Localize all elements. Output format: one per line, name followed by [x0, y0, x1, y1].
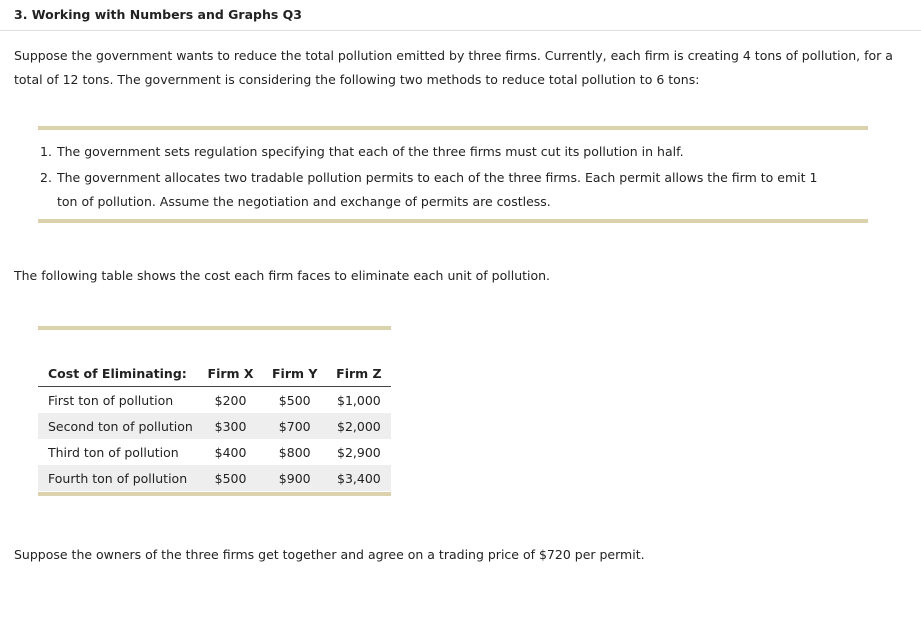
table-row	[38, 465, 391, 491]
table-row	[38, 413, 391, 439]
method-number: 2.	[40, 170, 52, 185]
table-cell: $300	[198, 413, 262, 439]
table-intro: The following table shows the cost each firm faces to eliminate each unit of pollution.	[14, 268, 551, 283]
question-title: 3. Working with Numbers and Graphs Q3	[0, 0, 921, 31]
intro-paragraph: Suppose the government wants to reduce the total pollution emitted by three firms. Currently, each firm is creating 4 tons of pollution, for a total of 12 tons. The government is considering the following two methods to reduce total pollution to 6 tons:	[14, 48, 893, 87]
table-header-row	[38, 360, 391, 387]
column-header: Cost of Eliminating:	[38, 360, 198, 387]
table-cell: $500	[278, 392, 311, 408]
method-text: The government allocates two tradable pollution permits to each of the three firms. Each permit allows the firm to emit 1 ton of pollution. Assume the negotiation and exchange of permits are costless.	[57, 170, 818, 209]
table-cell: $200	[214, 392, 247, 408]
column-header: Firm Y	[263, 360, 327, 387]
table-cell: Fourth ton of pollution	[38, 465, 198, 491]
table-cell: $900	[263, 465, 327, 491]
table-cell: $3,400	[327, 465, 391, 491]
table-cell: $800	[278, 444, 311, 460]
column-header: Firm X	[198, 360, 262, 387]
table-cell: $400	[214, 444, 247, 460]
table-cell: $1,000	[337, 392, 381, 408]
table-cell: Second ton of pollution	[38, 413, 198, 439]
table-cell: $2,000	[327, 413, 391, 439]
method-text: The government sets regulation specifying that each of the three firms must cut its pollution in half.	[57, 144, 684, 159]
table-cell: Third ton of pollution	[48, 444, 179, 460]
table-cell: $2,900	[337, 444, 381, 460]
cost-table	[38, 360, 391, 491]
method-number: 1.	[40, 144, 52, 159]
cost-table-container	[38, 326, 391, 496]
table-cell: $500	[198, 465, 262, 491]
method-item	[40, 140, 840, 164]
closing-paragraph: Suppose the owners of the three firms get together and agree on a trading price of $720 per permit.	[14, 547, 645, 562]
table-cell: $700	[263, 413, 327, 439]
table-cell: First ton of pollution	[48, 392, 174, 408]
column-header: Firm Z	[327, 360, 391, 387]
table-row	[38, 387, 391, 414]
method-item	[40, 166, 840, 214]
table-row	[38, 439, 391, 465]
methods-box	[38, 126, 868, 223]
